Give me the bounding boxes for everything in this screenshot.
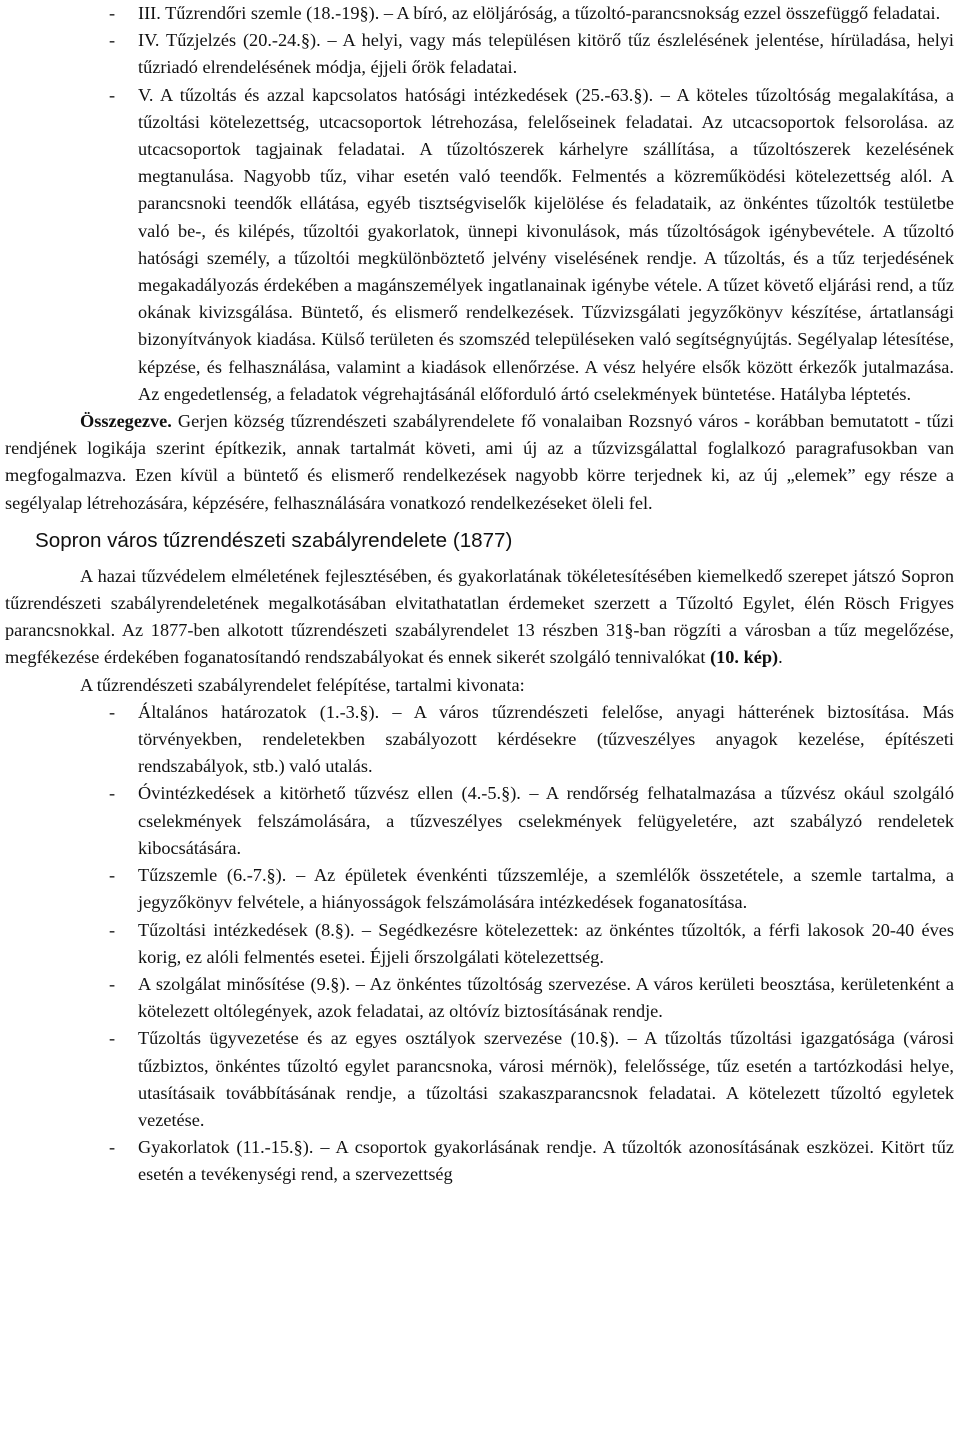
section-list-gerjen [0,0,960,408]
list-item [0,1025,960,1134]
summary-paragraph [0,408,960,517]
section-list-sopron [0,699,960,1189]
list-item-text: V. A tűzoltás és azzal kapcsolatos hatósági intézkedések (25.-63.§). – A köteles tűzoltóság megalakítása, a tűzoltási kötelezettség, utcacsoportok létrehozása, felelőseinek feladatai. Az utcacsoportok felsorolása. az utcacsoportok tagjainak feladatai. A tűzoltószerek kárhelyre szállítása, a tűzoltószerek kezelésének megtanulása. Nagyobb tűz, vihar esetén való teendők. Felmentés a közreműködési kötelezettség alól. A parancsnoki teendők ellátása, egyéb tisztségviselők kijelölése és feladataik, az önkéntes tűzoltók testületbe való be-, és kilépés, tűzoltói gyakorlatok, ünnepi kivonulások, más tűzoltóságok igénybevétele. A tűzoltó hatósági személy, a tűzoltói megkülönböztető jelvény viselésének rendje. A tűzoltás, és a tűz terjedésének megakadályozás érdekében a magánszemélyek ingatlanainak igénybe vétele. A tűzet követő eljárási rend, a tűz okának kivizsgálása. Büntető, és elismerő rendelkezések. Tűzvizsgálati jegyzőkönyv készítése, ártatlansági bizonyítványok kiadása. Külső területen és szomszéd településeken való segítségnyújtás. Segélyalap létesítése, képzése, és felhasználása, valamint a kiadások ellenőrzése. A vész helyére elsők között érkezők jutalmazása. Az engedetlenség, a feladatok végrehajtásánál előforduló ártó cselekmények büntetése. Hatályba léptetés. [138,84,954,404]
list-item-text: Óvintézkedések a kitörhető tűzvész ellen (4.-5.§). – A rendőrség felhatalmazása a tűzvész okául szolgáló cselekmények felszámolására, a tűzveszélyes cselekmények felügyeletére, azt szabályzó rendeletek kibocsátására. [138,783,954,858]
list-item-text: A szolgálat minősítése (9.§). – Az önkéntes tűzoltóság szervezése. A város kerületi beosztása, kerületenként a kötelezett oltólegények, azok feladatai, az oltóvíz biztosításának rendje. [138,973,954,1022]
list-item [0,971,960,1025]
list-item-text: Általános határozatok (1.-3.§). – A város tűzrendészeti felelőse, anyagi hátterének biztosítása. Más törvényekben, rendeletekben szabályozott kérdésekre (tűzveszélyes anyagok kezelése, építészeti rendszabályok, stb.) való utalás. [138,701,954,777]
list-item [0,780,960,862]
section-heading: Sopron város tűzrendészeti szabályrendelete (1877) [35,528,513,552]
list-dash: - [109,1028,116,1049]
list-item [0,1134,960,1188]
sopron-text: A hazai tűzvédelem elméletének fejlesztésében, és gyakorlatának tökéletesítésében kiemelkedő szerepet játszó Sopron tűzrendészeti szabályrendeletének megalkotásában elvitathatatlan érdemeket szerzett a Tűzoltó Egylet, élén Rösch Frigyes parancsnokkal. Az 1877-ben alkotott tűzrendészeti szabályrendelet 13 részben 31§-ban rögzíti a városban a tűz megelőzése, megfékezése érdekében foganatosítandó rendszabályokat és ennek sikerét szolgáló tennivalókat [5,565,954,668]
list-dash: - [109,30,116,51]
sopron-text-end: . [778,647,783,668]
list-dash: - [109,783,116,804]
list-item [0,917,960,971]
list-item [0,862,960,916]
list-item-text: III. Tűzrendőri szemle (18.-19§). – A bíró, az elöljáróság, a tűzoltó-parancsnokság ezzel összefüggő feladatai. [138,3,941,23]
sopron-paragraph [0,563,960,672]
structure-intro: A tűzrendészeti szabályrendelet felépítése, tartalmi kivonata: [80,674,525,695]
list-dash: - [109,973,116,994]
list-item [0,699,960,781]
figure-reference: (10. kép) [710,647,779,668]
list-dash: - [109,1137,116,1158]
list-dash: - [109,865,116,886]
list-item-text: Gyakorlatok (11.-15.§). – A csoportok gyakorlásának rendje. A tűzoltók azonosításának eszközei. Kitört tűz esetén a tevékenységi rend, a szervezettség [138,1137,954,1185]
list-item [0,82,960,408]
list-item-text: Tűzszemle (6.-7.§). – Az épületek évenkénti tűzszemléje, a szemlélők összetétele, a szemle tartalma, a jegyzőkönyv felvétele, a hiányosságok felszámolására intézkedések foganatosítása. [138,865,954,913]
list-dash: - [109,701,116,722]
list-item-text: IV. Tűzjelzés (20.-24.§). – A helyi, vagy más településen kitörő tűz észlelésének jelentése, hírüladása, helyi tűzriadó elrendelésének módja, éjjeli őrök feladatai. [138,30,954,78]
list-dash: - [109,919,116,940]
list-item-text: Tűzoltás ügyvezetése és az egyes osztályok szervezése (10.§). – A tűzoltás tűzoltási igazgatósága (városi tűzbiztos, önkéntes tűzoltó egylet parancsnoka, városi mérnök), felelőssége, tűz esetén a tartózkodási helye, utasításaik továbbításának rendje, a tűzoltási szakaszparancsnok feladatai. A kötelezett tűzoltó egyletek vezetése. [138,1028,954,1130]
list-dash: - [109,3,116,23]
list-item [0,27,960,81]
list-dash: - [109,84,116,105]
summary-text: Gerjen község tűzrendészeti szabályrendelete fő vonalaiban Rozsnyó város - korábban bemutatott - tűzi rendjének logikája szerint építkezik, annak tartalmát követi, ami új az a tűzvizsgálattal foglalkozó paragrafusokban van megfogalmazva. Ezen kívül a büntető és elismerő rendelkezések nagyobb körre terjednek ki, az új „elemek” egy része a segélyalap létrehozására, képzésére, felhasználására vonatkozó rendelkezéseket öleli fel. [5,411,954,513]
list-item [0,0,960,27]
list-item-text: Tűzoltási intézkedések (8.§). – Segédkezésre kötelezettek: az önkéntes tűzoltók, a férfi lakosok 20-40 éves korig, ez alóli felmentés esetei. Éjjeli őrszolgálati kötelezettség. [138,919,954,967]
summary-label: Összegezve. [80,411,172,432]
